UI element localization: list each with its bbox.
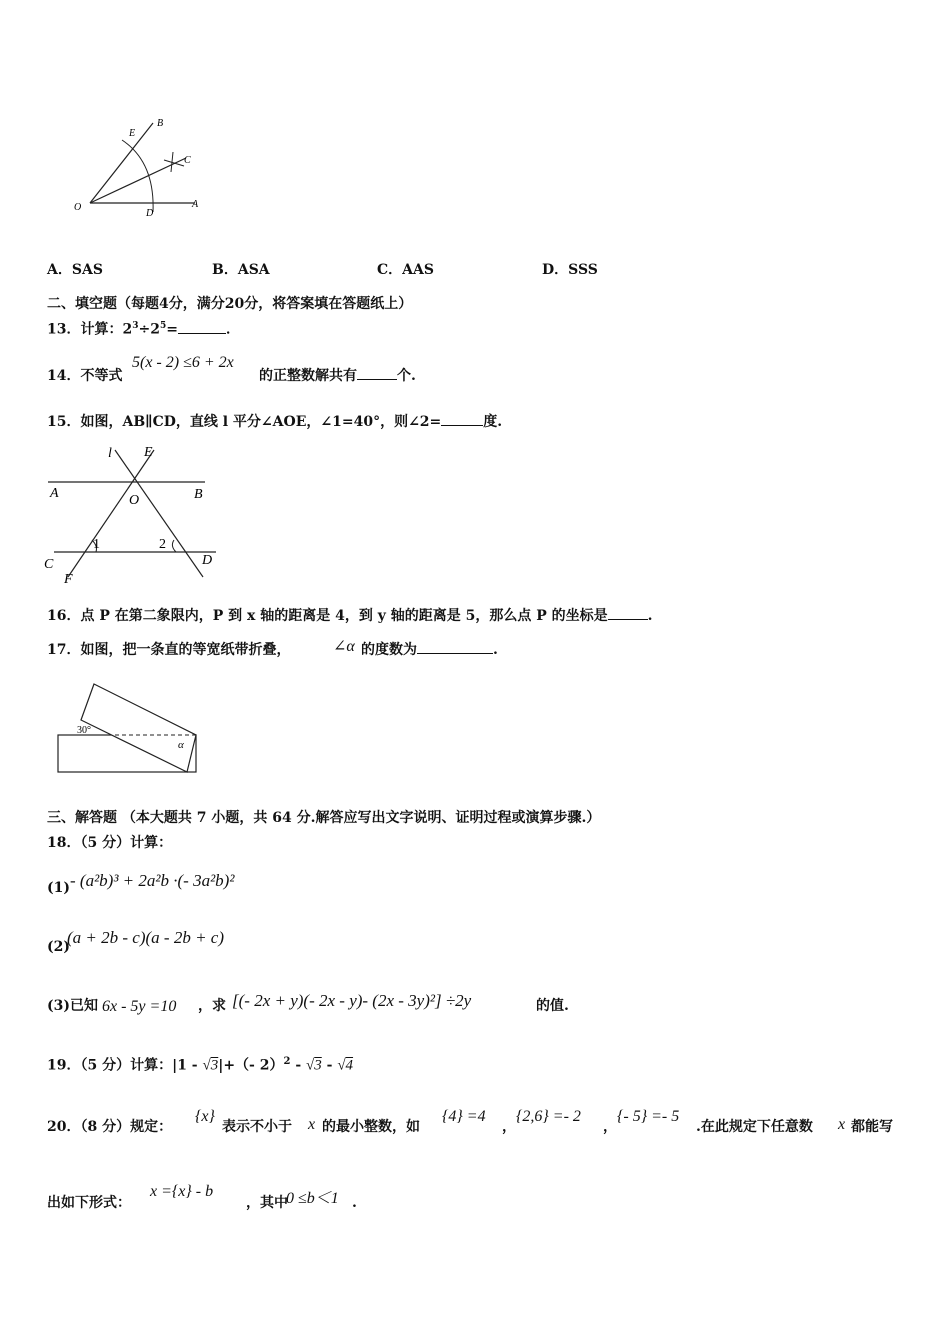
q13-end: ． — [225, 321, 240, 338]
answer-blank — [417, 652, 493, 654]
q13-exp2: 5 — [159, 321, 167, 331]
q20-x-2: x — [838, 1116, 846, 1133]
answer-blank — [178, 332, 226, 334]
label-a: A — [192, 199, 199, 210]
label-b: B — [157, 118, 164, 129]
label-e: E — [144, 445, 153, 460]
q14-prefix: 14．不等式 — [47, 368, 123, 384]
label-e: E — [129, 128, 136, 139]
q20-example-1: {4} =4 — [442, 1108, 486, 1125]
q18-part1-label: (1) — [47, 880, 70, 896]
angle-bisector-figure — [60, 110, 220, 220]
q19-minus2: - — [326, 1057, 333, 1074]
question-19 — [47, 1057, 353, 1074]
q19-exp: 2 — [283, 1056, 291, 1067]
q18-part1-expression: - (a²b)³ + 2a²b ·(- 3a²b)² — [70, 871, 235, 890]
q14-suffix-line — [259, 369, 416, 383]
q20-ceil-x: {x} — [195, 1108, 215, 1125]
label-c: C — [44, 557, 54, 572]
sqrt-3: √3 — [306, 1057, 322, 1074]
label-o: O — [129, 493, 140, 508]
label-alpha: α — [178, 739, 184, 751]
q14-inequality: 5(x - 2) ≤6 + 2x — [132, 354, 234, 371]
q20-text-2: 的最小整数，如 — [322, 1119, 420, 1135]
section-2-title: 二、填空题（每题4分，满分20分，将答案填在答题纸上） — [47, 296, 413, 312]
option-a: A．SAS — [47, 262, 103, 278]
q20-example-3: {- 5} =- 5 — [617, 1108, 680, 1125]
label-c: C — [184, 155, 191, 166]
q17-suffix: 的度数为 — [361, 642, 417, 658]
q20-text-1: 表示不小于 — [222, 1119, 292, 1135]
section-3-title: 三、解答题 （本大题共 7 小题，共 64 分.解答应写出文字说明、证明过程或演算步骤.） — [47, 810, 601, 826]
q20-example-2: {2,6} =- 2 — [516, 1108, 581, 1125]
q14-end: 个. — [397, 368, 416, 384]
q18-part3-end: 的值. — [536, 998, 569, 1014]
option-c: C．AAS — [377, 262, 434, 278]
q15-end: 度. — [483, 414, 503, 430]
label-d: D — [146, 208, 154, 219]
q17-suffix-line — [361, 643, 498, 657]
q17-prefix: 17．如图，把一条直的等宽纸带折叠， — [47, 642, 291, 658]
q20-range: 0 ≤b＜1 — [286, 1190, 339, 1207]
line-l — [115, 450, 203, 577]
q18-part3-condition: 6x - 5y =10 — [102, 998, 177, 1015]
q18-title: 18．（5 分）计算： — [47, 835, 173, 851]
q18-part3-expression: [(- 2x + y)(- 2x - y)- (2x - 3y)²] ÷2y — [232, 991, 472, 1010]
option-d: D．SSS — [542, 262, 598, 278]
q19-mid: |+（- 2） — [218, 1057, 284, 1074]
q17-end: . — [493, 642, 498, 658]
option-b: B．ASA — [212, 262, 270, 278]
q20-comma-1: ， — [502, 1119, 516, 1135]
q16-text: 16．点 P 在第二象限内，P 到 x 轴的距离是 4，到 y 轴的距离是 5，那么点 P 的坐标是 — [47, 608, 608, 624]
sqrt-3: √3 — [202, 1057, 219, 1074]
q20-prefix: 20．（8 分）规定： — [47, 1119, 173, 1135]
arc-de — [122, 140, 153, 212]
q20-text-4: 都能写 — [851, 1119, 893, 1135]
line-ef — [68, 450, 154, 577]
q13-prefix: 13．计算：2 — [47, 321, 133, 338]
answer-blank — [441, 424, 483, 426]
q18-part3-mid: ，求 — [198, 998, 226, 1014]
answer-blank — [357, 378, 397, 380]
angle-2-arc — [172, 540, 176, 552]
q18-part2-expression: (a + 2b - c)(a - 2b + c) — [67, 928, 225, 947]
q20-text-5: ，其中 — [246, 1195, 288, 1211]
q18-part3-label: (3)已知 — [47, 998, 98, 1014]
q14-suffix: 的正整数解共有 — [259, 368, 357, 384]
q20-comma-2: ， — [603, 1119, 617, 1135]
q13-mid: ÷2 — [138, 321, 160, 338]
question-16 — [47, 609, 653, 623]
label-l: l — [108, 446, 112, 461]
answer-blank — [608, 618, 648, 620]
q19-prefix: 19．（5 分）计算：|1 - — [47, 1057, 198, 1074]
q18-part2-label: (2) — [47, 939, 70, 955]
label-angle-1: 1 — [93, 537, 100, 552]
label-a: A — [50, 486, 59, 501]
q13-suffix: = — [166, 321, 178, 338]
label-f: F — [64, 572, 73, 587]
folded-strip — [81, 684, 196, 772]
question-15 — [47, 415, 502, 429]
q20-form: x ={x} - b — [150, 1183, 214, 1200]
label-d: D — [202, 553, 213, 568]
sqrt-4: √4 — [337, 1057, 354, 1074]
q13-exp1: 3 — [132, 321, 139, 331]
question-13 — [47, 322, 240, 337]
label-30-degrees: 30° — [77, 725, 91, 736]
q15-text: 15．如图，AB∥CD，直线 l 平分∠AOE，∠1=40°，则∠2= — [47, 414, 442, 430]
label-o: O — [74, 202, 82, 213]
folded-strip-figure — [50, 678, 210, 778]
q17-angle: ∠α — [333, 638, 355, 655]
q19-minus1: - — [295, 1057, 302, 1074]
q20-x: x — [308, 1116, 316, 1133]
q20-line2-prefix: 出如下形式： — [47, 1195, 131, 1211]
q20-end: . — [352, 1195, 357, 1211]
parallel-lines-figure — [40, 440, 225, 590]
q16-end: . — [647, 608, 653, 624]
q20-text-3: .在此规定下任意数 — [696, 1119, 813, 1135]
label-angle-2: 2 — [159, 537, 166, 552]
label-b: B — [194, 487, 203, 502]
